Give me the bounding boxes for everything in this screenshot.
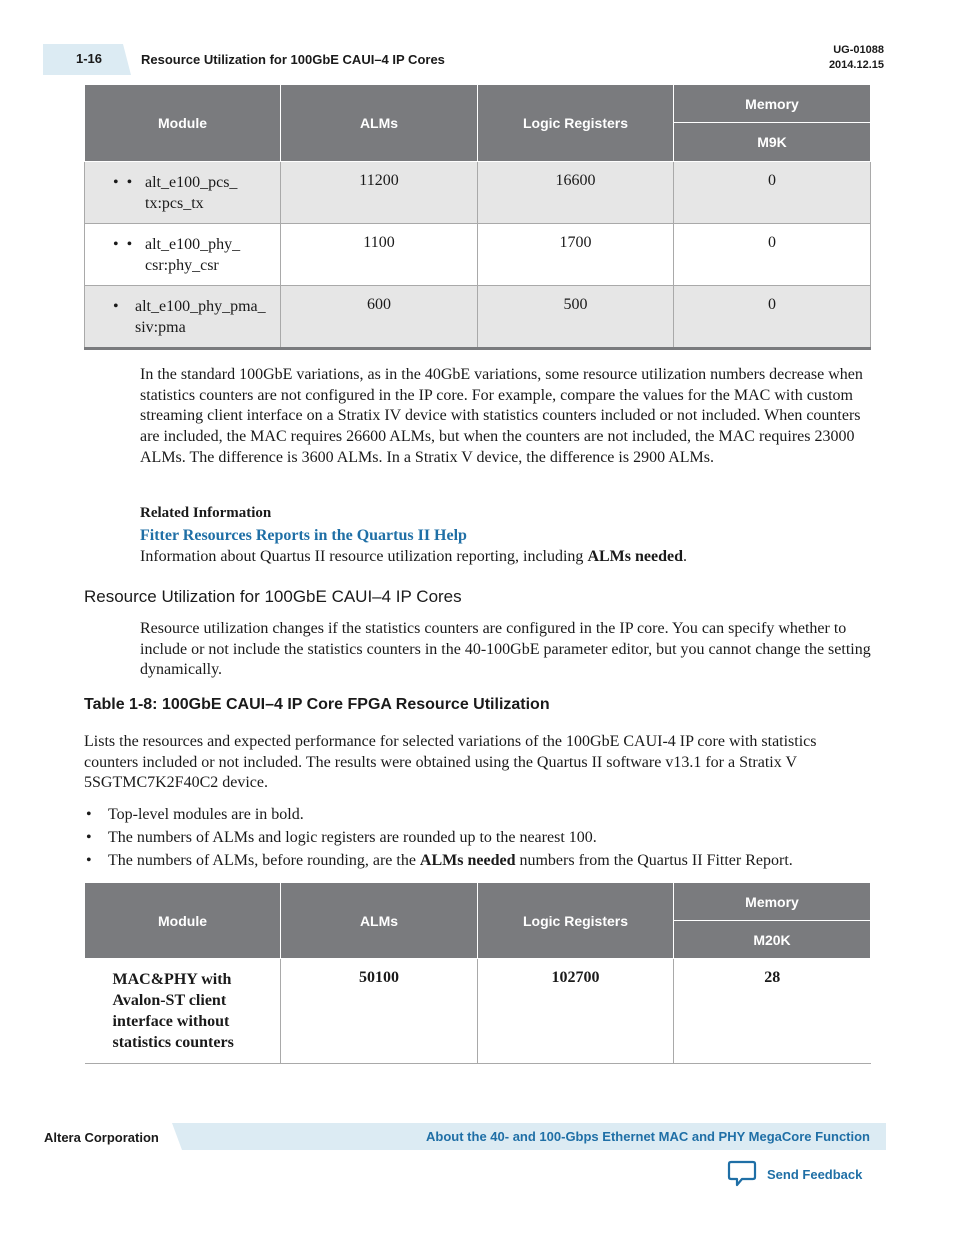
doc-date: 2014.12.15 (828, 59, 884, 71)
col-header-module: Module (85, 883, 281, 959)
list-item: • Top-level modules are in bold. (86, 806, 304, 823)
section-paragraph: Resource utilization changes if the statistics counters are configured in the IP core. You can specify whether to include or not include the statistics counters in the 40-100GbE parameter editor, but you cannot change the setting dynamically. (140, 620, 871, 679)
col-header-logic-registers: Logic Registers (478, 85, 674, 162)
list-item: • The numbers of ALMs and logic registers are rounded up to the nearest 100. (86, 829, 597, 846)
notes-list (84, 803, 793, 872)
module-name: alt_e100_pcs_ (145, 174, 238, 191)
col-header-memory: Memory (674, 883, 871, 921)
alms-cell: 11200 (281, 162, 478, 224)
table-row (85, 224, 871, 286)
module-cell: • • alt_e100_phy_ csr:phy_csr (85, 224, 281, 286)
col-header-alms: ALMs (281, 883, 478, 959)
running-header-title: Resource Utilization for 100GbE CAUI–4 IP Cores (141, 52, 445, 67)
module-name: alt_e100_phy_ (145, 236, 241, 253)
send-feedback-button[interactable] (727, 1160, 862, 1188)
logic-registers-cell: 500 (478, 286, 674, 349)
alms-cell: 1100 (281, 224, 478, 286)
logic-registers-cell: 16600 (478, 162, 674, 224)
list-item: • The numbers of ALMs, before rounding, are the ALMs needed numbers from the Quartus II Fitter Report. (86, 852, 793, 869)
table-description: Lists the resources and expected performance for selected variations of the 100GbE CAUI-4 IP core with statistics counters included or not included. The results were obtained using the Quartus II software v13.1 for a Stratix V 5SGTMC7K2F40C2 device. (84, 733, 817, 792)
col-header-logic-registers: Logic Registers (478, 883, 674, 959)
section-heading: Resource Utilization for 100GbE CAUI–4 IP Cores (84, 587, 462, 606)
table-row (85, 959, 871, 1064)
col-header-memory: Memory (674, 85, 871, 123)
doc-id-number: UG-01088 (833, 44, 884, 56)
document-id (829, 43, 884, 73)
table-caption: Table 1-8: 100GbE CAUI–4 IP Core FPGA Resource Utilization (84, 696, 550, 713)
col-header-m20k: M20K (674, 921, 871, 959)
table-row (85, 162, 871, 224)
module-cell: • alt_e100_phy_pma_ siv:pma (85, 286, 281, 349)
col-header-m9k: M9K (674, 123, 871, 162)
col-header-alms: ALMs (281, 85, 478, 162)
alms-cell: 600 (281, 286, 478, 349)
module-cell: MAC&PHY with Avalon-ST client interface without statistics counters (85, 959, 281, 1064)
module-name-cont: tx:pcs_tx (145, 195, 204, 212)
speech-bubble-icon (727, 1160, 757, 1188)
memory-cell: 0 (674, 286, 871, 349)
page-number: 1-16 (76, 51, 103, 66)
module-name-cont: siv:pma (135, 319, 186, 336)
module-name: alt_e100_phy_pma_ (135, 298, 266, 315)
col-header-module: Module (85, 85, 281, 162)
footer-company: Altera Corporation (44, 1130, 159, 1145)
module-cell: • • alt_e100_pcs_ tx:pcs_tx (85, 162, 281, 224)
related-info-heading: Related Information (140, 505, 272, 521)
table-row (85, 286, 871, 349)
related-info-link[interactable]: Fitter Resources Reports in the Quartus II Help (140, 527, 467, 544)
resource-table-continued (84, 84, 871, 350)
memory-cell: 0 (674, 224, 871, 286)
footer-doc-title[interactable]: About the 40- and 100-Gbps Ethernet MAC and PHY MegaCore Function (426, 1129, 870, 1144)
logic-registers-cell: 102700 (478, 959, 674, 1064)
memory-cell: 28 (674, 959, 871, 1064)
logic-registers-cell: 1700 (478, 224, 674, 286)
send-feedback-label[interactable]: Send Feedback (767, 1166, 863, 1182)
alms-cell: 50100 (281, 959, 478, 1064)
related-info-description: Information about Quartus II resource utilization reporting, including ALMs needed. (140, 548, 687, 565)
memory-cell: 0 (674, 162, 871, 224)
body-paragraph: In the standard 100GbE variations, as in the 40GbE variations, some resource utilization numbers decrease when statistics counters are not configured in the IP core. For example, compare the values for the MAC with custom streaming client interface on a Stratix IV device with statistics counters included or not included. When counters are included, the MAC requires 26600 ALMs, but when the counters are not included, the MAC requires 23000 ALMs. The difference is 3600 ALMs. In a Stratix V device, the difference is 2900 ALMs. (140, 366, 863, 466)
resource-table-caui4 (84, 882, 871, 1064)
module-name-cont: csr:phy_csr (145, 257, 219, 274)
